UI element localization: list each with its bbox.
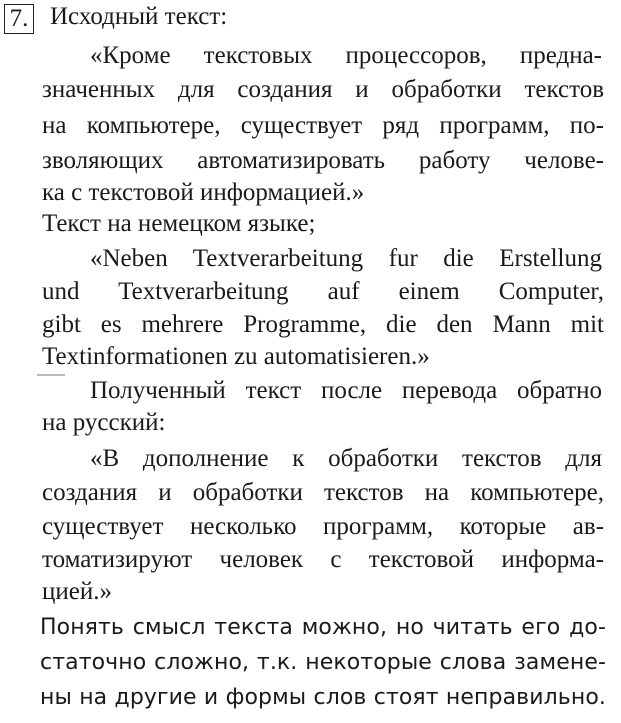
german-line-2: und Textverarbeitung auf einem Computer, bbox=[42, 278, 604, 305]
back-line-1: «В дополнение к обработки текстов для bbox=[90, 445, 602, 472]
back-line-3: существует несколько программ, которые ав- bbox=[42, 513, 604, 540]
back-line-4: томатизируют человек с текстовой информа- bbox=[42, 546, 604, 573]
conclusion-line-2: статочно сложно, т.к. некоторые слова замене- bbox=[40, 650, 606, 675]
german-line-4: Textinformationen zu automatisieren.» bbox=[42, 343, 430, 370]
scan-mark bbox=[37, 374, 65, 376]
german-line-3: gibt es mehrere Programme, die den Mann mit bbox=[42, 311, 604, 338]
source-line-4: зволяющих автоматизировать работу челове- bbox=[42, 147, 604, 174]
source-line-3: на компьютере, существует ряд программ, по- bbox=[42, 112, 604, 139]
back-line-2: создания и обработки текстов на компьютере, bbox=[42, 479, 604, 506]
source-line-5: ка с текстовой информацией.» bbox=[42, 179, 365, 206]
source-line-1: «Кроме текстовых процессоров, предна- bbox=[90, 42, 602, 69]
german-line-1: «Neben Textverarbeitung fur die Erstellung bbox=[90, 245, 602, 272]
german-heading: Текст на немецком языке; bbox=[42, 210, 316, 237]
conclusion-line-3: ны на другие и формы слов стоят неправильно. bbox=[40, 685, 606, 710]
back-line-5: цией.» bbox=[42, 578, 112, 605]
source-heading: Исходный текст: bbox=[50, 3, 228, 30]
source-line-2: значенных для создания и обработки текстов bbox=[42, 76, 604, 103]
back-heading-line-1: Полученный текст после перевода обратно bbox=[90, 377, 602, 404]
conclusion-line-1: Понять смысл текста можно, но читать его до- bbox=[40, 615, 606, 640]
exercise-number: 7. bbox=[4, 4, 34, 34]
back-heading-line-2: на русский: bbox=[42, 409, 166, 436]
